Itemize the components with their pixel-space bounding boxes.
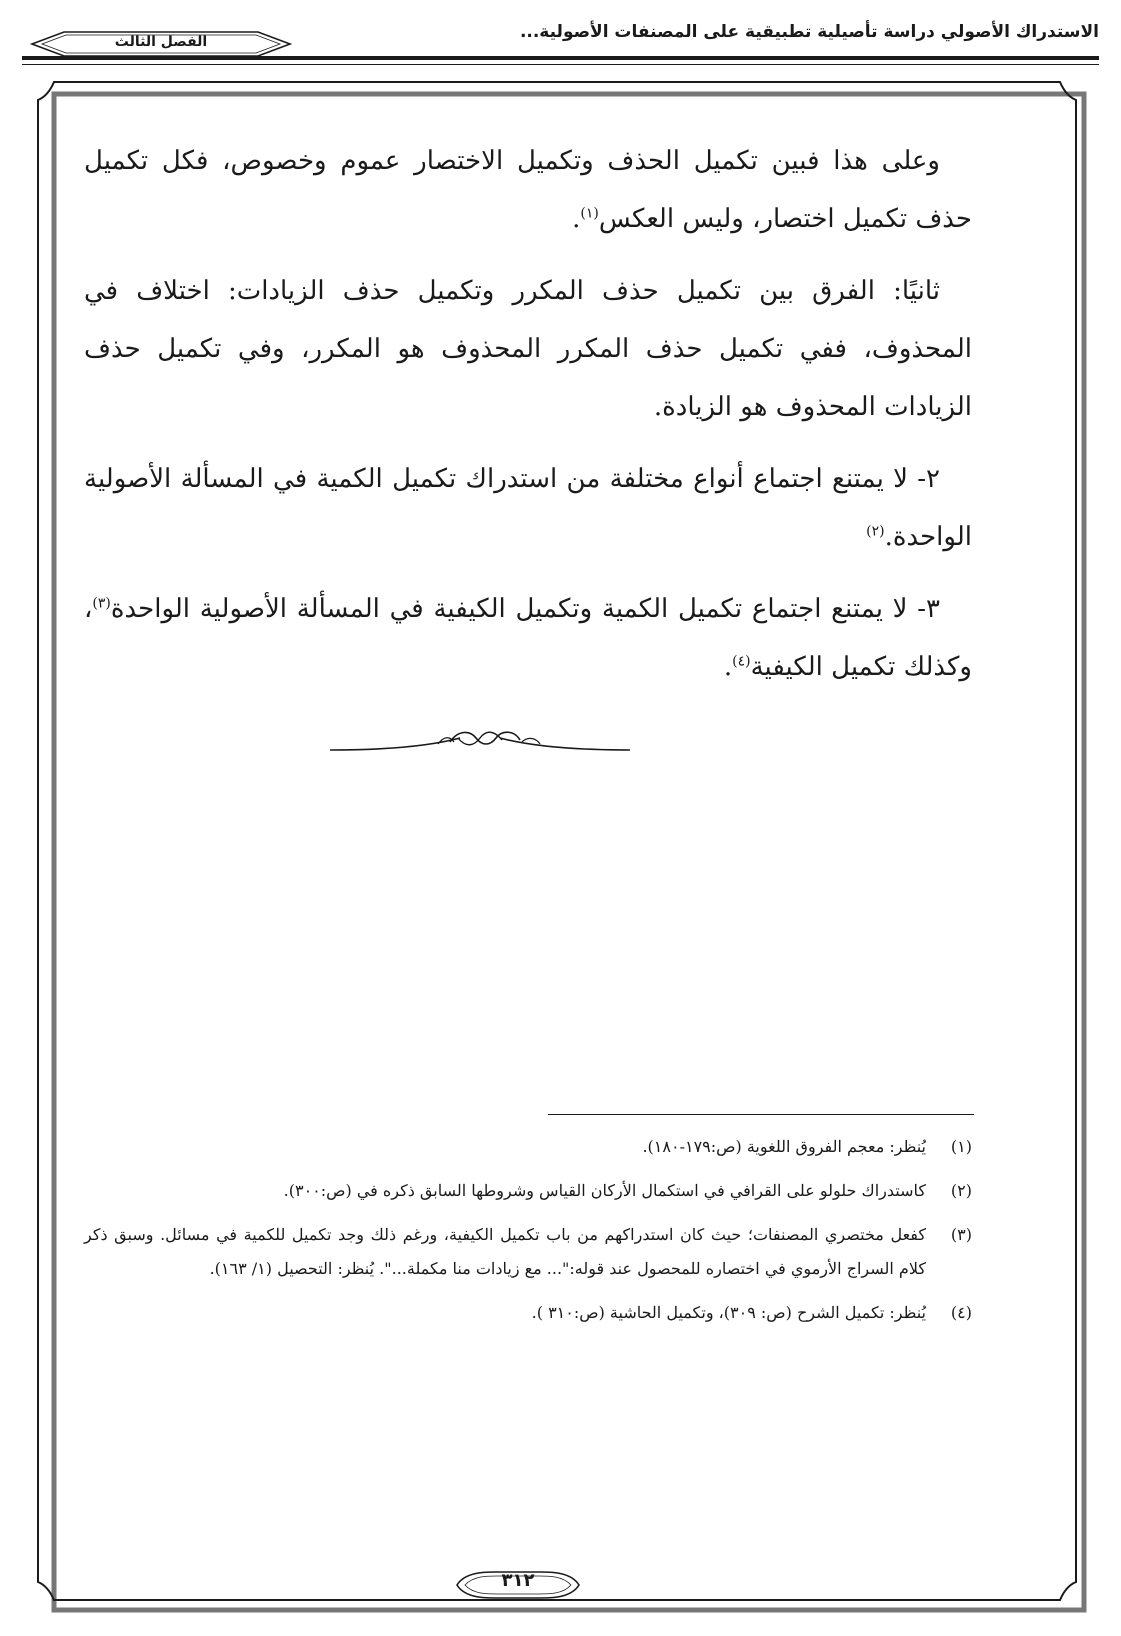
footnote-text: كفعل مختصري المصنفات؛ حيث كان استدراكهم من باب تكميل الكيفية، ورغم ذلك وجد تكميل للكمية في مسائل. وسبق ذكر كلام السراج الأرموي في اختصاره للمحصول عند قوله:"... مع زيادات منا مكملة...". يُنظر: التحصيل (١/ ١٦٣). xyxy=(84,1225,926,1278)
footnote-text: كاستدراك حلولو على القرافي في استكمال الأركان القياس وشروطها السابق ذكره في (ص:٣٠٠). xyxy=(283,1181,926,1200)
footnote-ref-1[interactable]: (١) xyxy=(580,205,599,222)
footnote-number: (٤) xyxy=(950,1303,972,1322)
footnote-3 xyxy=(84,1218,972,1286)
footnote-2 xyxy=(84,1174,972,1208)
footnote-text: يُنظر: تكميل الشرح (ص: ٣٠٩)، وتكميل الحاشية (ص:٣١٠ ). xyxy=(531,1303,926,1322)
paragraph-4: ٣- لا يمتنع اجتماع تكميل الكمية وتكميل الكيفية في المسألة الأصولية الواحدة$^{(٣)}$، وكذلك تكميل الكيفية$^{(٤)}$. xyxy=(84,594,972,682)
page-number-badge xyxy=(455,1568,581,1602)
footnote-number: (١) xyxy=(950,1137,972,1156)
footnote-ref-3[interactable]: (٣) xyxy=(92,595,111,612)
paragraph-2: ثانيًا: الفرق بين تكميل حذف المكرر وتكميل حذف الزيادات: اختلاف في المحذوف، ففي تكميل حذف المكرر المحذوف هو المكرر، وفي تكميل حذف الزيادات المحذوف هو الزيادة. xyxy=(84,276,972,422)
footnote-ref-2[interactable]: (٢) xyxy=(866,523,885,540)
footnote-text: يُنظر: معجم الفروق اللغوية (ص:١٧٩-١٨٠). xyxy=(642,1137,926,1156)
paragraph-1: وعلى هذا فبين تكميل الحذف وتكميل الاختصار عموم وخصوص، فكل تكميل حذف تكميل اختصار، وليس العكس$^{(١)}$. xyxy=(84,146,972,234)
running-title: الاستدراك الأصولي دراسة تأصيلية تطبيقية على المصنفات الأصولية... xyxy=(519,22,1099,42)
footnote-number: (٢) xyxy=(950,1181,972,1200)
footnote-4 xyxy=(84,1296,972,1330)
footnotes xyxy=(84,1130,972,1340)
paragraph-3: ٢- لا يمتنع اجتماع أنواع مختلفة من استدراك تكميل الكمية في المسألة الأصولية الواحدة.$^{(٢)}$ xyxy=(84,464,972,552)
main-text xyxy=(84,132,972,710)
section-divider-ornament xyxy=(330,722,630,762)
page-number: ٣١٢ xyxy=(501,1570,535,1591)
footnote-separator xyxy=(548,1114,974,1115)
chapter-label: الفصل الثالث xyxy=(114,34,208,50)
footnote-number: (٣) xyxy=(950,1225,972,1244)
footnote-1 xyxy=(84,1130,972,1164)
footnote-ref-4[interactable]: (٤) xyxy=(732,653,751,670)
